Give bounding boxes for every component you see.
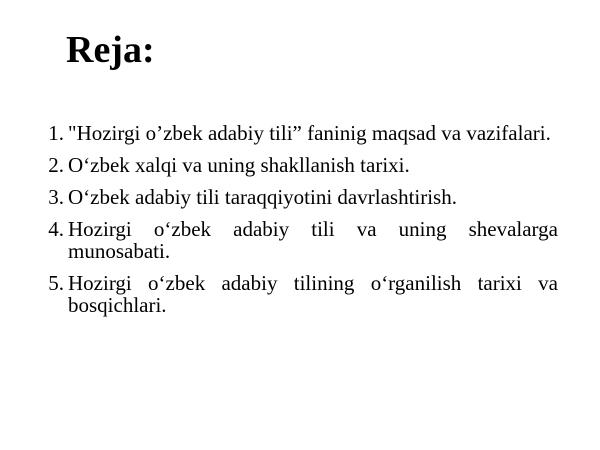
list-item-text: "Hozirgi o’zbek adabiy tili” faninig maqsad va vazifalari. — [68, 121, 551, 145]
list-item-text: Hozirgi o‘zbek adabiy tilining o‘rganilish tarixi va bosqichlari. — [68, 271, 558, 317]
list-item-number: 2. — [48, 153, 64, 177]
list-item — [32, 186, 558, 208]
slide-title: Reja: — [66, 29, 155, 71]
list-item-text: O‘zbek xalqi va uning shakllanish tarixi. — [68, 153, 410, 177]
plan-list — [32, 122, 558, 326]
list-item — [32, 154, 558, 176]
list-item-number: 4. — [48, 217, 64, 241]
list-item — [32, 272, 558, 316]
list-item-number: 5. — [48, 271, 64, 295]
list-item — [32, 218, 558, 262]
list-item — [32, 122, 558, 144]
list-item-number: 1. — [48, 121, 64, 145]
list-item-text: Hozirgi o‘zbek adabiy tili va uning shevalarga munosabati. — [68, 217, 558, 263]
list-item-text: O‘zbek adabiy tili taraqqiyotini davrlashtirish. — [68, 185, 457, 209]
list-item-number: 3. — [48, 185, 64, 209]
